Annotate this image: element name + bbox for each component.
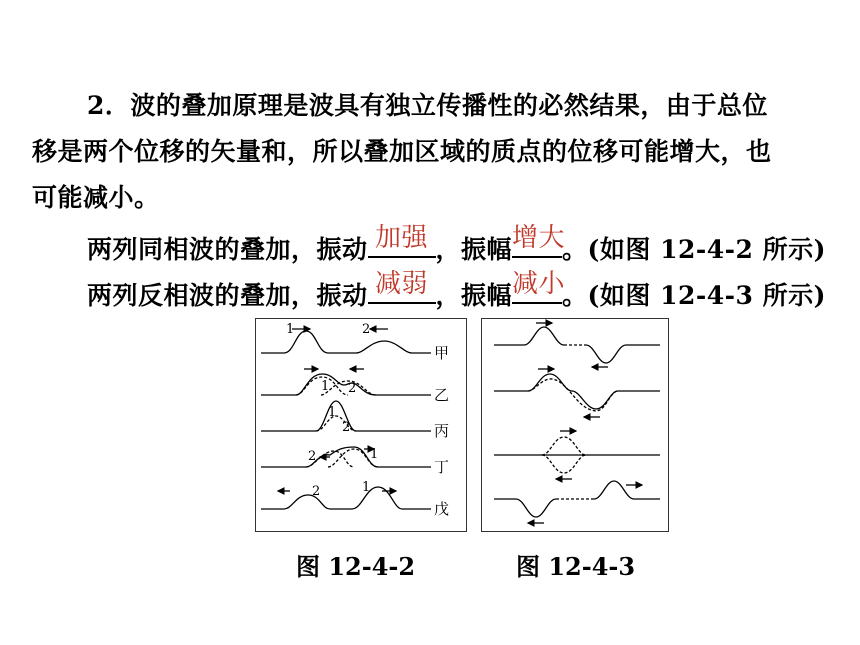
wave2-label-yi: 2 [348, 381, 357, 396]
same-phase-suffix: 。(如图 12-4-2 所示) [562, 235, 826, 264]
opposite-phase-vibration-blank [368, 269, 436, 304]
wave1-label-jia: 1 [286, 322, 295, 337]
figure-12-4-2-diagram [256, 319, 466, 531]
stage-label-ding: 丁 [434, 458, 450, 476]
wave2-label-jia: 2 [362, 322, 371, 337]
opposite-phase-middle: ，振幅 [435, 281, 513, 310]
opposite-phase-prefix: 两列反相波的叠加，振动 [87, 281, 368, 310]
wave2-label-ding: 2 [308, 449, 317, 464]
figure-12-4-2-caption: 图 12-4-2 [296, 552, 416, 581]
figure-12-4-2 [255, 318, 467, 532]
figure-12-4-3-caption: 图 12-4-3 [516, 552, 636, 581]
opposite-phase-suffix: 。(如图 12-4-3 所示) [562, 281, 826, 310]
same-phase-amplitude-answer: 增大 [512, 223, 566, 253]
wave1-label-wu: 1 [362, 480, 371, 495]
paragraph-line-2: 移是两个位移的矢量和，所以叠加区域的质点的位移可能增大，也 [32, 137, 772, 166]
opposite-phase-amplitude-blank [512, 269, 566, 304]
wave2-label-wu: 2 [312, 484, 321, 499]
paragraph-line-3: 可能减小。 [32, 183, 160, 212]
opposite-phase-vibration-answer: 减弱 [375, 269, 429, 299]
same-phase-middle: ，振幅 [435, 235, 513, 264]
opposite-phase-sentence [87, 269, 826, 312]
figure-12-4-3 [481, 318, 669, 532]
same-phase-vibration-answer: 加强 [375, 223, 429, 253]
stage-label-wu: 戊 [434, 500, 450, 518]
wave-number-labels [286, 322, 378, 499]
same-phase-prefix: 两列同相波的叠加，振动 [87, 235, 368, 264]
paragraph-line-1: 2．波的叠加原理是波具有独立传播性的必然结果，由于总位 [87, 91, 768, 120]
opposite-phase-amplitude-answer: 减小 [512, 269, 566, 299]
stage-label-yi: 乙 [434, 386, 450, 404]
same-phase-vibration-blank [368, 223, 436, 258]
wave1-label-ding: 1 [370, 447, 379, 462]
wave1-label-bing: 1 [328, 405, 337, 420]
wave1-label-yi: 1 [321, 379, 330, 394]
figure-12-4-3-diagram [482, 319, 668, 531]
same-phase-amplitude-blank [512, 223, 566, 258]
same-phase-sentence [87, 223, 826, 266]
wave2-label-bing: 2 [342, 420, 351, 435]
stage-label-jia: 甲 [434, 344, 450, 362]
stage-label-bing: 丙 [434, 422, 450, 440]
